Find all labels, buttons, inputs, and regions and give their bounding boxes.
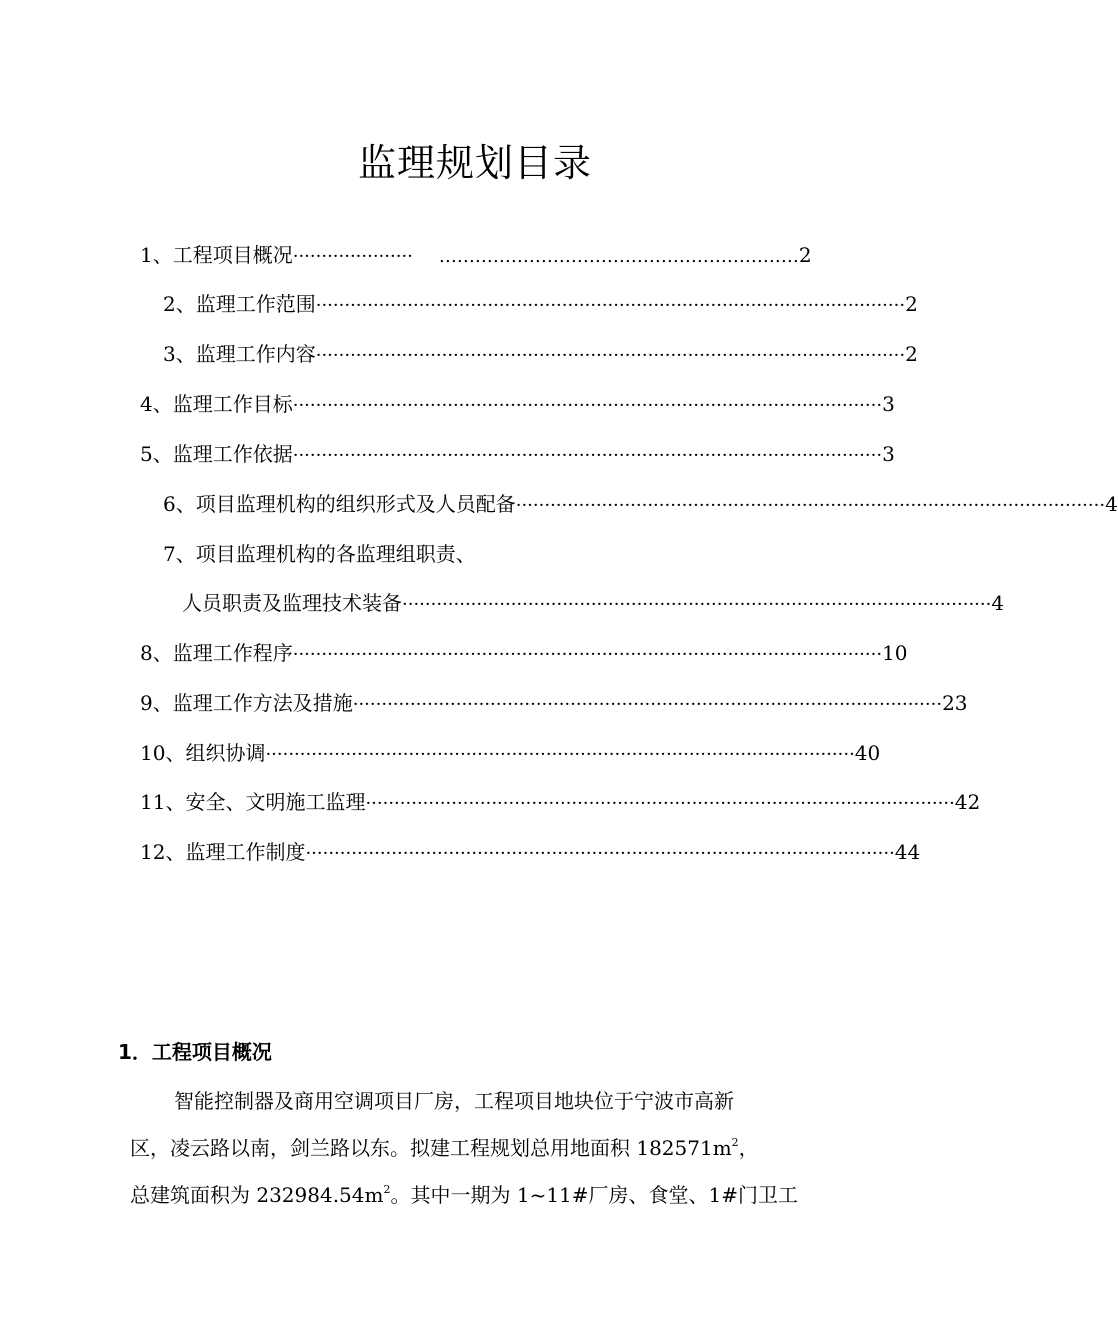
toc-item xyxy=(163,339,918,369)
toc-leader: ······································································································· xyxy=(292,395,883,416)
toc-item-page: 44 xyxy=(894,840,921,864)
toc-item-label: 2、监理工作范围 xyxy=(163,292,316,316)
toc-item xyxy=(140,688,968,718)
paragraph-line: 智能控制器及商用空调项目厂房，工程项目地块位于宁波市高新 xyxy=(174,1089,734,1113)
toc-leader: ····················· xyxy=(292,246,413,267)
toc-leader: ······································································································· xyxy=(292,644,883,665)
toc-item-page: 4 xyxy=(1105,492,1118,516)
toc-leader: ······································································································· xyxy=(402,594,992,615)
toc-item-page: 10 xyxy=(882,641,908,665)
toc-leader: ······································································································· xyxy=(515,495,1106,516)
toc-leader: ······································································································· xyxy=(365,793,955,814)
toc-leader: ······································································································· xyxy=(352,694,943,715)
toc-item-label: 11、安全、文明施工监理 xyxy=(140,790,366,814)
toc-leader: ······································································································· xyxy=(305,843,895,864)
toc-item-page: 4 xyxy=(991,591,1005,615)
toc-item-label: 9、监理工作方法及措施 xyxy=(140,691,353,715)
toc-item-label: 6、项目监理机构的组织形式及人员配备 xyxy=(163,492,516,516)
toc-item-label: 3、监理工作内容 xyxy=(163,342,316,366)
toc-item-label: 7、项目监理机构的各监理组职责、 xyxy=(163,542,476,566)
toc-item xyxy=(140,439,895,469)
toc-item xyxy=(163,289,918,319)
toc-item-page: 23 xyxy=(942,691,968,715)
toc-item xyxy=(182,588,1005,618)
toc-item xyxy=(140,638,908,668)
toc-item-label: 1、工程项目概况 xyxy=(140,243,293,267)
toc-item xyxy=(140,837,921,867)
toc-item-label: 4、监理工作目标 xyxy=(140,392,293,416)
toc-leader: …………………………………………………… xyxy=(438,246,799,267)
paragraph-line: 区，凌云路以南，剑兰路以东。拟建工程规划总用地面积 $182571m^2$， xyxy=(130,1136,759,1160)
toc-item xyxy=(163,489,1118,519)
toc-item-label: 12、监理工作制度 xyxy=(140,840,306,864)
toc-item-label: 8、监理工作程序 xyxy=(140,641,293,665)
toc-item xyxy=(163,539,663,569)
toc-item xyxy=(140,389,895,419)
toc-leader: ······································································································· xyxy=(265,744,855,765)
toc-item-page: 2 xyxy=(798,243,812,267)
toc-leader: ······································································································· xyxy=(315,295,906,316)
toc-item xyxy=(140,240,812,270)
toc-item-label: 10、组织协调 xyxy=(140,741,266,765)
toc-item-page: 2 xyxy=(905,342,918,366)
toc-item-page: 2 xyxy=(905,292,918,316)
toc-item xyxy=(140,787,981,817)
toc-item-page: 40 xyxy=(854,741,881,765)
toc-item xyxy=(140,738,881,768)
section-paragraph xyxy=(130,1078,834,1219)
page-title: 监理规划目录 xyxy=(357,141,592,185)
toc-item-label: 人员职责及监理技术装备 xyxy=(182,591,402,615)
toc-leader: ······································································································· xyxy=(315,345,906,366)
toc-item-page: 3 xyxy=(882,392,895,416)
section-heading: 1．工程项目概况 xyxy=(118,1040,272,1064)
toc-leader: ······································································································· xyxy=(292,445,883,466)
toc-item-page: 42 xyxy=(954,790,981,814)
toc-item-page: 3 xyxy=(882,442,895,466)
toc-item-label: 5、监理工作依据 xyxy=(140,442,293,466)
paragraph-line: 总建筑面积为 $232984.54m^2$。其中一期为 1~11#厂房、食堂、1#门卫工 xyxy=(130,1183,799,1207)
